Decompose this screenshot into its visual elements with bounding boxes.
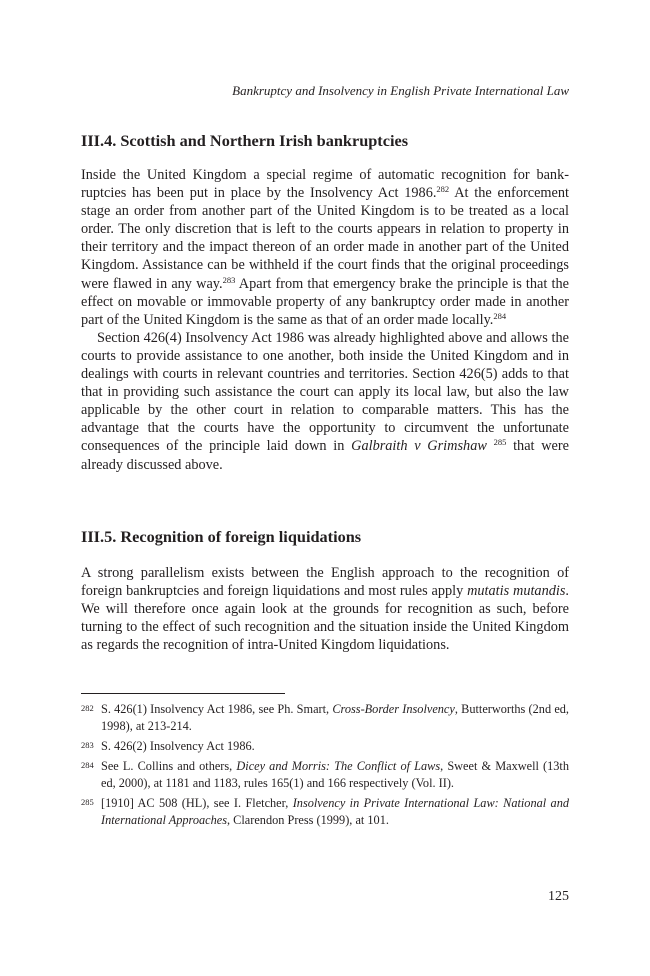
body-paragraph xyxy=(81,329,569,474)
footnote xyxy=(81,795,569,829)
footnotes xyxy=(81,701,569,832)
footnote-number: 283 xyxy=(81,740,94,750)
footnote-reference[interactable]: 284 xyxy=(493,310,507,321)
footnote-reference[interactable]: 282 xyxy=(436,184,450,195)
text-run: [1910] AC 508 (HL), see I. Fletcher, xyxy=(101,796,293,810)
text-run: At the enforcement stage an order from another part of the United Kingdom is to be treated as a local order. The only discretion that is left to the courts appears in relation to property in their territory and the impact thereon of an order made in another part of the United Kingdom. Assistance can be withheld if the court finds that the original proceedings were flawed in any way. xyxy=(81,185,570,292)
text-run: . We will therefore once again look at the grounds for recognition as such, before turning to the effect of such recognition and the situation inside the United Kingdom as regards the recognition of intra-United Kingdom liquidations. xyxy=(81,583,569,654)
text-run: See L. Collins and others, xyxy=(101,759,237,773)
section-body-scottish-bankruptcies xyxy=(81,166,569,474)
footnote-reference[interactable]: 285 xyxy=(493,437,507,448)
italic-text: Cross-Border Insolvency xyxy=(332,702,455,716)
text-run: , Butterworths (2nd ed, 1998), at 213-214. xyxy=(101,702,569,733)
italic-text: Insolvency in Private International Law: National and International Approaches xyxy=(101,796,569,827)
text-run: , Clarendon Press (1999), at 101. xyxy=(227,813,389,827)
page-number: 125 xyxy=(548,889,569,904)
text-run: Section 426(4) Insolvency Act 1986 was already highlighted above and allows the courts to provide assistance to one another, both inside the United Kingdom and in dealings with courts in relevant countries and territories. Section 426(5) adds to that that in providing such assistance the court can apply its local law, but also the law applicable by the other court in relation to comparable matters. This has the advantage that the courts have the opportunity to circumvent the unfortunate consequences of the principle laid down in xyxy=(81,329,569,455)
italic-text: Dicey and Morris: The Conflict of Laws xyxy=(236,759,441,773)
section-heading-scottish-bankruptcies: III.4. Scottish and Northern Irish bankruptcies xyxy=(81,131,409,150)
footnote-number: 284 xyxy=(81,760,94,770)
body-paragraph xyxy=(81,564,569,654)
text-run xyxy=(487,438,494,454)
footnote-rule xyxy=(81,693,285,694)
text-run: Inside the United Kingdom a special regime of automatic recognition for bankruptcies has been put in place by the Insolvency Act 1986. xyxy=(81,167,569,202)
footnote-number: 285 xyxy=(81,797,94,807)
italic-text: mutatis mutandis xyxy=(467,583,566,600)
text-run: that were already discussed above. xyxy=(81,438,570,473)
text-run: S. 426(1) Insolvency Act 1986, see Ph. Smart, xyxy=(101,702,333,716)
running-head: Bankruptcy and Insolvency in English Private International Law xyxy=(232,83,569,98)
body-paragraph xyxy=(81,166,569,329)
text-run: , Sweet & Maxwell (13th ed, 2000), at 1181 and 1183, rules 165(1) and 166 respectively (Vol. II). xyxy=(101,759,570,790)
text-run: A strong parallelism exists between the English approach to the recognition of foreign bankruptcies and foreign liquidations and most rules apply xyxy=(81,565,569,600)
footnote xyxy=(81,738,569,755)
italic-text: Galbraith v Grimshaw xyxy=(351,438,487,455)
footnote xyxy=(81,701,569,735)
footnote-reference[interactable]: 283 xyxy=(222,274,236,285)
footnote-number: 282 xyxy=(81,703,94,713)
text-run: Apart from that emergency brake the principle is that the effect on movable or immovable property of any bankruptcy order made in another part of the United Kingdom is the same as that of an order made locally. xyxy=(81,275,570,328)
text-run: S. 426(2) Insolvency Act 1986. xyxy=(101,739,255,753)
section-body-foreign-liquidations xyxy=(81,564,569,654)
footnote xyxy=(81,758,569,792)
section-heading-foreign-liquidations: III.5. Recognition of foreign liquidations xyxy=(81,527,362,546)
